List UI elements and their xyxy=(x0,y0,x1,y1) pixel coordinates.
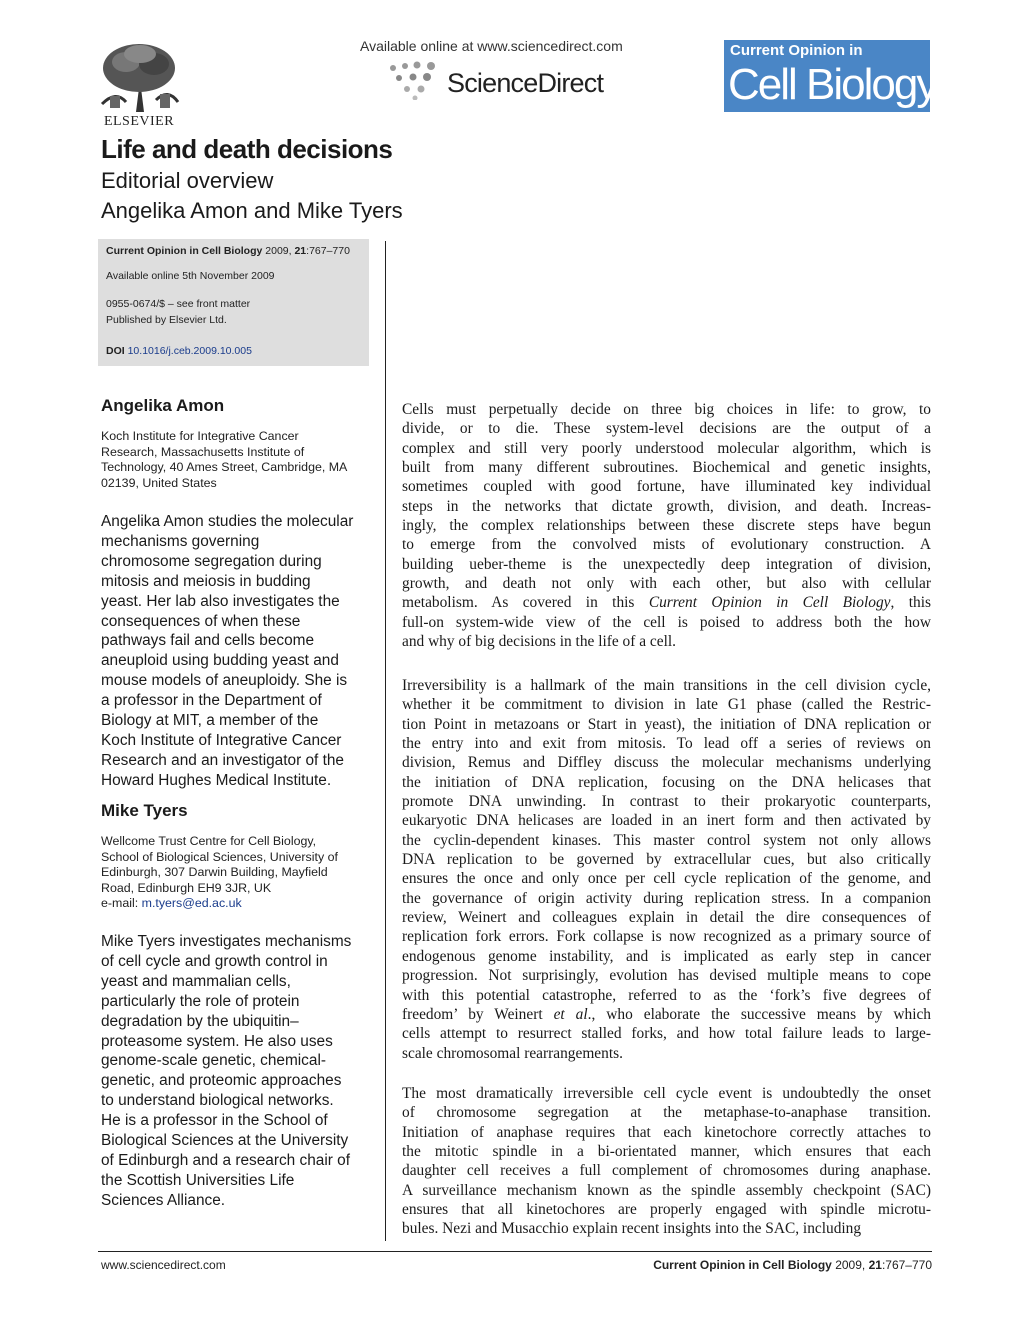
body-line: the mitotic spindle in a bi-orientated manner, which ensures that each xyxy=(402,1143,931,1161)
body-line: of chromosome segregation at the metaphase-to-anaphase transition. xyxy=(402,1104,931,1122)
body-line: building ueber-theme is the unexpectedly deep integration of division, xyxy=(402,555,931,573)
publisher-line: Published by Elsevier Ltd. xyxy=(106,314,227,326)
text-line: Technology, 40 Ames Street, Cambridge, MA xyxy=(101,460,348,474)
body-line: the initiation of DNA replication, focusing on the DNA helicases that xyxy=(402,773,931,791)
footer-rule xyxy=(98,1251,932,1252)
text-line: Biology at MIT, a member of the xyxy=(101,712,319,730)
text-line: proteasome system. He also uses xyxy=(101,1032,333,1050)
journal-logo-line1: Current Opinion in xyxy=(730,42,863,59)
text-line: of Edinburgh and a research chair of xyxy=(101,1151,350,1169)
footer-year: 2009, xyxy=(835,1258,866,1272)
text-line: Biological Sciences at the University xyxy=(101,1132,349,1150)
citation-line xyxy=(106,245,350,257)
article-title: Life and death decisions xyxy=(101,134,393,164)
body-line: to emerge from the convolved mists of evolutionary construction. A xyxy=(402,536,931,554)
text-line: mitosis and meiosis in budding xyxy=(101,572,311,590)
text-line: mouse models of aneuploidy. She is xyxy=(101,672,348,690)
body-line: division, Remus and Diffley discuss the molecular mechanisms underlying xyxy=(402,754,931,772)
body-line: ensures the once and only once per cell cycle replication of the genome, and xyxy=(402,870,931,888)
text-line: School of Biological Sciences, University of xyxy=(101,849,338,864)
body-line: steps in the networks that dictate growth, division, and death. Increas- xyxy=(402,497,931,515)
body-line: built from many different subroutines. Biochemical and genetic insights, xyxy=(402,459,931,477)
body-line: progression. Not surprisingly, evolution has devised multiple means to cope xyxy=(402,967,931,985)
article-info-box xyxy=(98,239,369,366)
text-line: a professor in the Department of xyxy=(101,692,322,710)
body-line: ingly, the complex relationships between these discrete steps have begun xyxy=(402,517,931,535)
text-line: degradation by the ubiquitin– xyxy=(101,1012,299,1030)
email-link[interactable]: m.tyers@ed.ac.uk xyxy=(141,896,242,910)
body-line: divide, or to die. These system-level decisions are the output of a xyxy=(402,420,931,438)
author-2-bio xyxy=(101,932,373,1211)
body-paragraph xyxy=(402,676,931,1063)
body-line: Initiation of anaphase requires that each kinetochore correctly attaches to xyxy=(402,1123,931,1141)
body-line: review, Weinert and colleagues explain in detail the dire consequences of xyxy=(402,909,931,927)
body-line: growth, and death not only with each other, but also with cellular xyxy=(402,575,931,593)
body-line: A surveillance mechanism known as the spindle assembly checkpoint (SAC) xyxy=(402,1181,931,1199)
text-line: Koch Institute for Integrative Cancer xyxy=(101,429,299,443)
elsevier-wordmark: ELSEVIER xyxy=(103,114,175,129)
available-online-text: Available online at www.sciencedirect.com xyxy=(360,38,623,54)
available-date: Available online 5th November 2009 xyxy=(106,270,275,282)
body-line: promote DNA unwinding. In contrast to their prokaryotic counterparts, xyxy=(402,793,931,811)
body-line: cells attempt to resurrect stalled forks, and how total failure leads to large- xyxy=(402,1025,931,1043)
body-paragraph xyxy=(402,1084,931,1239)
text-line: Howard Hughes Medical Institute. xyxy=(101,771,332,789)
text-line: the Scottish Universities Life xyxy=(101,1171,295,1189)
text-line: yeast and mammalian cells, xyxy=(101,972,291,990)
elsevier-logo xyxy=(96,40,182,130)
citation-year: 2009, xyxy=(265,245,292,257)
body-line: ensures that all kinetochores are properly engaged with spindle microtu- xyxy=(402,1201,931,1219)
text-line: Koch Institute of Integrative Cancer xyxy=(101,731,342,749)
text-line: genetic, and proteomic approaches xyxy=(101,1072,342,1090)
elsevier-tree-icon xyxy=(96,40,182,112)
footer-citation xyxy=(653,1258,932,1272)
body-line: The most dramatically irreversible cell cycle event is undoubtedly the onset xyxy=(402,1085,931,1102)
body-line: sometimes coupled with good fortune, have illuminated key individual xyxy=(402,478,931,496)
journal-logo xyxy=(724,40,937,112)
body-line: freedom’ by Weinert et al., who elaborate the successive means by which xyxy=(402,1005,931,1023)
author-1-name: Angelika Amon xyxy=(101,396,225,415)
footer-pages: :767–770 xyxy=(881,1258,932,1272)
citation-volume: 21 xyxy=(294,245,307,257)
doi-link[interactable]: 10.1016/j.ceb.2009.10.005 xyxy=(127,345,252,357)
body-line: the governance of origin activity during replication stress. In a companion xyxy=(402,889,931,907)
citation-journal: Current Opinion in Cell Biology xyxy=(106,245,263,257)
body-line: scale chromosomal rearrangements. xyxy=(402,1044,623,1062)
body-line: and why of big decisions in the life of a cell. xyxy=(402,633,676,651)
author-2-email-line xyxy=(101,896,376,912)
text-line: yeast. Her lab also investigates the xyxy=(101,592,340,610)
email-label: e-mail: xyxy=(101,896,139,910)
footer-volume: 21 xyxy=(868,1258,882,1272)
author-2-affiliation-lines xyxy=(101,834,376,896)
text-line: Angelika Amon studies the molecular xyxy=(101,513,354,530)
author-2-name: Mike Tyers xyxy=(101,801,188,820)
body-line: complex and still very poorly understood molecular algorithm, which is xyxy=(402,439,931,457)
text-line: Research and an investigator of the xyxy=(101,751,344,769)
footer-url[interactable]: www.sciencedirect.com xyxy=(101,1258,226,1272)
author-1-affiliation xyxy=(101,429,376,491)
sciencedirect-wordmark: ScienceDirect xyxy=(447,68,604,98)
issn-line: 0955-0674/$ – see front matter xyxy=(106,298,251,310)
body-line: bules. Nezi and Musacchio explain recent insights into the SAC, including xyxy=(402,1220,862,1238)
body-line: full-on system-wide view of the cell is poised to address both the how xyxy=(402,613,931,631)
body-line: daughter cell receives a full complement of chromosomes during anaphase. xyxy=(402,1162,931,1180)
sciencedirect-logo xyxy=(385,58,625,102)
text-line: Road, Edinburgh EH9 3JR, UK xyxy=(101,880,272,895)
author-1-bio xyxy=(101,512,373,791)
article-authors: Angelika Amon and Mike Tyers xyxy=(101,198,403,223)
author-2-affiliation xyxy=(101,834,376,912)
body-line: the cyclin-dependent kinases. This master control system not only allows xyxy=(402,831,931,849)
text-line: genome-scale genetic, chemical- xyxy=(101,1052,326,1070)
text-line: He is a professor in the School of xyxy=(101,1112,328,1130)
citation-pages: :767–770 xyxy=(306,245,350,257)
text-line: aneuploid using budding yeast and xyxy=(101,652,339,670)
text-line: to understand biological networks. xyxy=(101,1092,334,1110)
body-line: DNA replication to be governed by extracellular cues, but also critically xyxy=(402,851,931,869)
text-line: consequences of when these xyxy=(101,612,301,630)
text-line: particularly the role of protein xyxy=(101,992,300,1010)
text-line: mechanisms governing xyxy=(101,532,260,550)
body-line: tion Point in metazoans or Start in yeast), the initiation of DNA replication or xyxy=(402,715,931,733)
text-line: pathways fail and cells become xyxy=(101,632,315,650)
column-divider xyxy=(385,241,386,1241)
text-line: Edinburgh, 307 Darwin Building, Mayfield xyxy=(101,865,328,879)
body-line: replication fork errors. Fork collapse is now recognized as a primary source of xyxy=(402,928,931,946)
journal-logo-line2: Cell Biology xyxy=(728,60,937,109)
text-line: Wellcome Trust Centre for Cell Biology, xyxy=(101,834,317,848)
body-line: metabolism. As covered in this Current Opinion in Cell Biology, this xyxy=(402,594,931,612)
sciencedirect-dots-icon xyxy=(385,60,445,100)
body-line: eukaryotic DNA helicases are loaded in an inert form and then activated by xyxy=(402,812,931,830)
footer-journal: Current Opinion in Cell Biology xyxy=(653,1258,832,1272)
text-line: of cell cycle and growth control in xyxy=(101,952,328,970)
doi-line xyxy=(106,345,252,357)
body-line: Irreversibility is a hallmark of the main transitions in the cell division cycle, xyxy=(402,677,931,694)
text-line: 02139, United States xyxy=(101,475,217,490)
body-line: Cells must perpetually decide on three big choices in life: to grow, to xyxy=(402,401,931,418)
text-line: Research, Massachusetts Institute of xyxy=(101,444,305,459)
text-line: Mike Tyers investigates mechanisms xyxy=(101,933,352,950)
text-line: chromosome segregation during xyxy=(101,552,322,570)
body-line: endogenous genome instability, and is implicated as early step in cancer xyxy=(402,947,931,965)
body-paragraph xyxy=(402,400,931,651)
doi-label: DOI xyxy=(106,345,125,357)
body-line: whether it be commitment to division in late G1 phase (called the Restric- xyxy=(402,696,931,714)
article-type: Editorial overview xyxy=(101,168,274,193)
body-line: with this potential catastrophe, referred to as the ‘fork’s five degrees of xyxy=(402,986,931,1004)
body-line: the entry into and exit from mitosis. To lead off a series of reviews on xyxy=(402,735,931,753)
text-line: Sciences Alliance. xyxy=(101,1191,226,1209)
